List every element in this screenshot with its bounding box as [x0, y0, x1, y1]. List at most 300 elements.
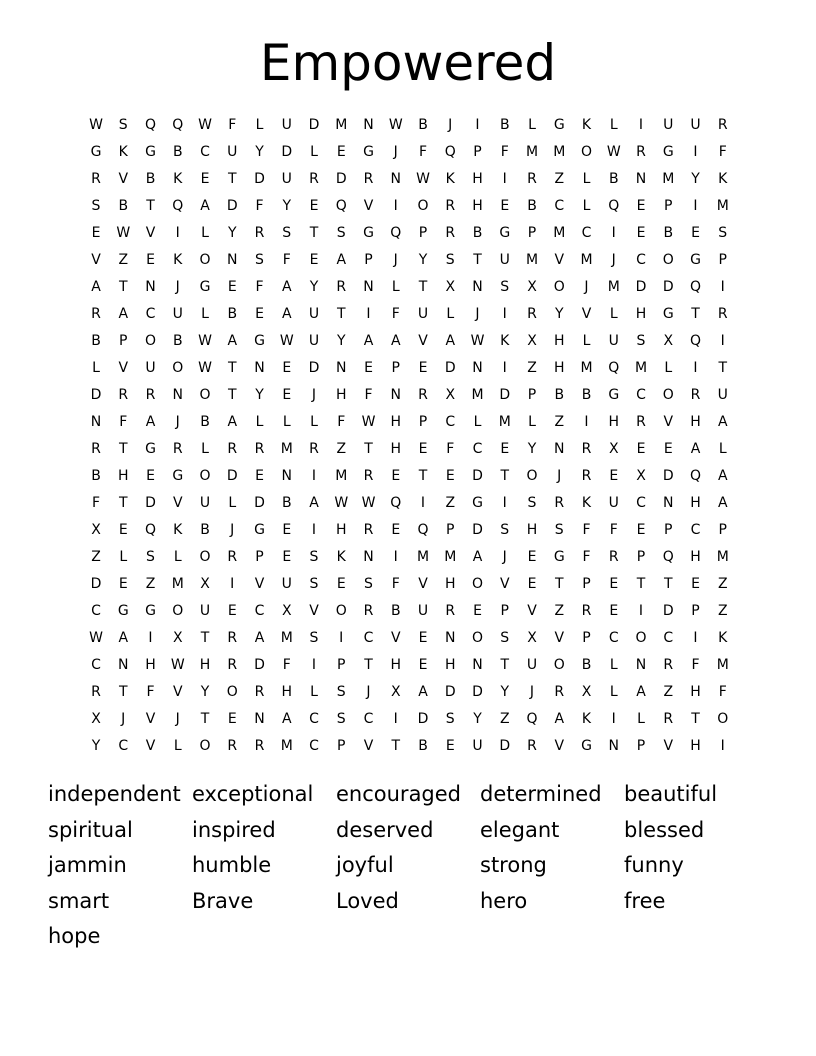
grid-letter: W [198, 360, 212, 376]
grid-letter: Q [689, 468, 702, 484]
grid-letter: B [91, 468, 101, 484]
grid-letter: K [500, 333, 510, 349]
grid-letter: F [119, 414, 128, 430]
grid-letter: O [471, 630, 484, 646]
grid-letter: B [118, 198, 129, 214]
grid-letter: Y [418, 252, 428, 268]
grid-letter: R [527, 738, 537, 754]
grid-letter: S [118, 117, 128, 133]
grid-letter: D [472, 468, 483, 484]
grid-letter: Z [499, 711, 510, 727]
grid-letter: C [663, 630, 674, 646]
grid-letter: L [637, 711, 645, 727]
grid-letter: Y [227, 225, 237, 241]
grid-letter: U [717, 387, 728, 403]
grid-letter: R [227, 441, 238, 457]
grid-letter: L [310, 684, 318, 700]
grid-letter: N [281, 468, 292, 484]
grid-letter: P [473, 144, 482, 160]
grid-letter: F [282, 252, 291, 268]
grid-letter: E [91, 225, 101, 241]
grid-letter: F [228, 117, 237, 133]
grid-letter: L [582, 171, 591, 187]
grid-letter: F [391, 306, 400, 322]
grid-letter: M [525, 144, 539, 160]
grid-letter: M [716, 549, 729, 565]
grid-letter: R [118, 387, 129, 403]
grid-letter: O [580, 144, 593, 160]
grid-letter: T [118, 684, 128, 700]
grid-letter: U [199, 495, 211, 511]
word-bank-item: spiritual [48, 817, 133, 842]
grid-letter: I [502, 306, 507, 322]
grid-letter: P [337, 738, 346, 754]
word-bank-item: Loved [336, 888, 399, 913]
grid-letter: I [693, 360, 698, 376]
word-bank-item: funny [624, 853, 684, 877]
grid-letter: K [336, 549, 346, 565]
grid-letter: Q [172, 198, 184, 214]
grid-letter: Q [689, 279, 702, 295]
grid-letter: D [335, 171, 347, 187]
grid-letter: H [690, 414, 701, 430]
grid-letter: W [470, 333, 485, 349]
grid-letter: K [581, 117, 592, 133]
grid-letter: B [172, 144, 183, 160]
grid-letter: F [146, 684, 155, 700]
grid-letter: O [199, 252, 211, 268]
grid-letter: K [445, 171, 455, 187]
grid-letter: L [173, 738, 182, 754]
grid-letter: N [363, 117, 374, 133]
grid-letter: J [502, 549, 507, 565]
grid-letter: Z [445, 495, 456, 511]
grid-letter: V [118, 360, 129, 376]
grid-letter: R [91, 684, 101, 700]
grid-letter: P [337, 657, 346, 673]
grid-letter: D [145, 495, 156, 511]
grid-letter: X [445, 387, 456, 403]
grid-letter: O [635, 630, 647, 646]
grid-letter: C [363, 630, 374, 646]
grid-letter: S [364, 576, 373, 592]
grid-letter: V [172, 684, 183, 700]
grid-letter: I [230, 576, 235, 592]
grid-letter: P [255, 549, 264, 565]
grid-letter: T [663, 576, 673, 592]
grid-letter: W [170, 657, 185, 673]
grid-letter: G [363, 144, 374, 160]
grid-letter: C [445, 414, 456, 430]
grid-letter: C [309, 711, 319, 727]
grid-letter: I [720, 279, 725, 295]
grid-letter: T [200, 630, 210, 646]
grid-letter: N [390, 171, 401, 187]
grid-letter: R [91, 171, 101, 187]
grid-letter: P [636, 549, 646, 565]
grid-letter: Y [691, 171, 700, 187]
grid-letter: Q [390, 225, 402, 241]
grid-letter: A [118, 630, 129, 646]
grid-letter: F [364, 387, 373, 403]
grid-letter: Q [335, 198, 347, 214]
grid-letter: X [663, 333, 674, 349]
grid-letter: U [608, 495, 619, 511]
grid-letter: U [417, 306, 429, 322]
grid-letter: V [499, 576, 510, 592]
grid-letter: A [227, 333, 238, 349]
grid-letter: J [366, 684, 371, 700]
grid-letter: G [553, 549, 565, 565]
grid-letter: T [200, 711, 210, 727]
grid-letter: E [636, 198, 646, 214]
grid-letter: C [554, 198, 565, 214]
grid-letter: K [173, 171, 183, 187]
grid-letter: G [499, 225, 511, 241]
grid-letter: L [609, 306, 618, 322]
grid-letter: A [281, 279, 292, 295]
grid-letter: T [118, 279, 128, 295]
grid-letter: R [445, 225, 456, 241]
grid-letter: O [199, 549, 211, 565]
grid-letter: V [663, 414, 674, 430]
grid-letter: I [638, 117, 644, 133]
grid-letter: X [527, 333, 537, 349]
grid-letter: J [611, 252, 616, 268]
grid-letter: J [175, 711, 180, 727]
grid-letter: O [662, 252, 674, 268]
grid-letter: M [607, 279, 620, 295]
grid-letter: M [498, 414, 511, 430]
grid-letter: I [393, 198, 398, 214]
grid-letter: S [636, 333, 646, 349]
word-bank-item: hope [48, 924, 101, 948]
grid-letter: R [608, 549, 619, 565]
grid-letter: S [309, 630, 319, 646]
grid-letter: C [254, 603, 265, 619]
grid-letter: V [554, 630, 565, 646]
grid-letter: E [527, 576, 537, 592]
grid-letter: G [145, 603, 156, 619]
grid-letter: N [145, 279, 156, 295]
word-bank-item: blessed [624, 817, 705, 842]
grid-letter: J [393, 144, 398, 160]
grid-letter: E [445, 468, 455, 484]
grid-letter: R [636, 414, 646, 430]
grid-letter: E [500, 441, 510, 457]
grid-letter: D [90, 387, 102, 403]
word-bank-item: inspired [192, 817, 276, 842]
grid-letter: I [311, 522, 317, 538]
grid-letter: A [472, 549, 483, 565]
grid-letter: P [582, 630, 591, 646]
grid-letter: R [554, 495, 565, 511]
grid-letter: U [526, 657, 538, 673]
grid-letter: S [718, 225, 728, 241]
grid-letter: O [717, 711, 729, 727]
grid-letter: T [554, 576, 564, 592]
grid-letter: E [364, 360, 373, 376]
grid-letter: R [690, 387, 701, 403]
grid-letter: Y [527, 441, 537, 457]
grid-letter: E [282, 522, 292, 538]
grid-letter: E [636, 225, 646, 241]
grid-letter: A [554, 711, 565, 727]
grid-letter: F [337, 414, 346, 430]
grid-letter: B [172, 333, 183, 349]
grid-letter: V [145, 738, 156, 754]
grid-letter: C [608, 630, 619, 646]
grid-letter: F [391, 576, 400, 592]
word-bank-item: determined [480, 782, 602, 806]
grid-letter: F [418, 144, 428, 160]
puzzle-title: Empowered [259, 34, 557, 92]
grid-letter: P [446, 522, 455, 538]
grid-letter: A [200, 198, 210, 214]
grid-letter: C [309, 738, 319, 754]
grid-letter: M [553, 225, 566, 241]
grid-letter: J [175, 414, 180, 430]
grid-letter: R [581, 468, 592, 484]
grid-letter: Z [717, 576, 728, 592]
grid-letter: P [664, 522, 673, 538]
grid-letter: H [390, 657, 402, 673]
grid-letter: R [145, 387, 156, 403]
grid-letter: E [418, 630, 428, 646]
grid-letter: O [662, 387, 674, 403]
grid-letter: R [363, 171, 374, 187]
grid-letter: D [254, 657, 265, 673]
grid-letter: N [390, 387, 401, 403]
grid-letter: G [608, 387, 620, 403]
grid-letter: F [609, 522, 618, 538]
grid-letter: L [310, 414, 318, 430]
grid-letter: T [718, 360, 728, 376]
grid-letter: N [608, 738, 619, 754]
grid-letter: X [581, 684, 592, 700]
grid-letter: J [475, 306, 480, 322]
grid-letter: V [309, 603, 319, 619]
grid-letter: X [200, 576, 210, 592]
grid-letter: A [717, 495, 728, 511]
grid-letter: B [281, 495, 292, 511]
grid-letter: D [308, 360, 320, 376]
grid-letter: N [118, 657, 129, 673]
grid-letter: I [720, 333, 725, 349]
grid-letter: Y [554, 306, 564, 322]
grid-letter: L [528, 414, 536, 430]
grid-letter: L [201, 441, 209, 457]
grid-letter: Q [444, 144, 456, 160]
grid-letter: L [173, 549, 182, 565]
grid-letter: Y [473, 711, 482, 727]
grid-letter: U [690, 117, 701, 133]
grid-letter: N [336, 360, 347, 376]
grid-letter: U [172, 306, 183, 322]
grid-letter: L [310, 144, 318, 160]
grid-letter: L [391, 279, 400, 295]
grid-letter: X [445, 279, 456, 295]
grid-letter: V [363, 738, 374, 754]
grid-letter: K [581, 711, 592, 727]
grid-letter: U [308, 333, 320, 349]
grid-letter: V [145, 225, 156, 241]
grid-letter: C [91, 603, 101, 619]
grid-letter: E [118, 522, 128, 538]
grid-letter: X [527, 279, 537, 295]
grid-letter: C [363, 711, 374, 727]
grid-letter: R [91, 441, 101, 457]
grid-letter: E [255, 306, 264, 322]
grid-letter: U [227, 144, 238, 160]
grid-letter: O [199, 738, 211, 754]
grid-letter: O [172, 360, 184, 376]
grid-letter: L [664, 360, 673, 376]
grid-letter: H [553, 333, 565, 349]
grid-letter: X [91, 522, 101, 538]
grid-letter: Y [500, 684, 510, 700]
grid-letter: P [527, 387, 537, 403]
grid-letter: E [282, 387, 292, 403]
grid-letter: H [444, 657, 456, 673]
grid-letter: D [254, 171, 265, 187]
grid-letter: W [116, 225, 131, 241]
grid-letter: N [472, 279, 483, 295]
grid-letter: I [393, 711, 398, 727]
grid-letter: E [227, 711, 237, 727]
grid-letter: S [309, 549, 319, 565]
grid-letter: V [254, 576, 265, 592]
grid-letter: R [363, 603, 374, 619]
grid-letter: Y [200, 684, 210, 700]
grid-letter: E [691, 576, 700, 592]
grid-letter: D [472, 522, 483, 538]
grid-letter: F [582, 549, 591, 565]
grid-letter: I [584, 414, 589, 430]
grid-letter: L [446, 306, 455, 322]
word-bank-item: strong [480, 853, 547, 877]
grid-letter: S [309, 576, 319, 592]
grid-letter: Q [144, 522, 157, 538]
grid-letter: G [199, 279, 211, 295]
grid-letter: N [635, 171, 647, 187]
grid-letter: E [336, 576, 346, 592]
grid-letter: T [391, 738, 401, 754]
grid-letter: R [227, 549, 238, 565]
grid-letter: A [254, 630, 265, 646]
grid-letter: R [663, 711, 674, 727]
grid-letter: V [118, 171, 129, 187]
grid-letter: P [636, 738, 646, 754]
grid-letter: I [148, 630, 153, 646]
grid-letter: Q [526, 711, 538, 727]
grid-letter: H [690, 684, 701, 700]
grid-letter: B [227, 306, 238, 322]
grid-letter: R [636, 144, 646, 160]
grid-letter: A [445, 333, 456, 349]
grid-letter: U [281, 117, 292, 133]
grid-letter: E [636, 441, 646, 457]
grid-letter: A [636, 684, 646, 700]
word-bank-item: encouraged [336, 782, 462, 806]
grid-letter: G [690, 252, 701, 268]
grid-letter: J [393, 252, 398, 268]
grid-letter: M [716, 657, 729, 673]
word-bank-item: humble [192, 853, 272, 877]
grid-letter: R [363, 468, 374, 484]
grid-letter: X [172, 630, 183, 646]
grid-letter: P [364, 252, 373, 268]
grid-letter: R [172, 441, 183, 457]
grid-letter: R [554, 684, 565, 700]
grid-letter: G [117, 603, 129, 619]
grid-letter: L [282, 414, 291, 430]
grid-letter: M [634, 360, 648, 376]
grid-letter: I [693, 630, 698, 646]
grid-letter: V [418, 576, 428, 592]
grid-letter: A [390, 333, 401, 349]
grid-letter: I [475, 117, 480, 133]
grid-letter: D [444, 360, 456, 376]
grid-letter: T [227, 387, 237, 403]
grid-letter: M [280, 630, 293, 646]
grid-letter: A [336, 252, 347, 268]
grid-letter: G [662, 144, 674, 160]
grid-letter: R [581, 603, 592, 619]
grid-letter: V [145, 711, 156, 727]
grid-letter: J [121, 711, 126, 727]
grid-letter: S [500, 630, 510, 646]
grid-letter: Z [91, 549, 101, 565]
grid-letter: E [663, 441, 673, 457]
grid-letter: P [664, 198, 673, 214]
grid-letter: D [254, 495, 265, 511]
grid-letter: N [227, 252, 238, 268]
grid-letter: V [390, 630, 401, 646]
grid-letter: V [581, 306, 592, 322]
grid-letter: Z [554, 171, 565, 187]
grid-letter: N [635, 657, 647, 673]
grid-letter: X [636, 468, 646, 484]
grid-letter: P [500, 603, 509, 619]
grid-letter: D [308, 117, 320, 133]
grid-letter: L [582, 333, 591, 349]
grid-letter: T [336, 306, 346, 322]
grid-letter: B [663, 225, 674, 241]
grid-letter: K [718, 630, 728, 646]
grid-letter: D [662, 468, 674, 484]
grid-letter: N [90, 414, 102, 430]
grid-letter: T [418, 279, 428, 295]
grid-letter: L [582, 198, 591, 214]
grid-letter: V [91, 252, 101, 268]
grid-letter: Z [554, 603, 565, 619]
grid-letter: W [89, 630, 103, 646]
grid-letter: H [335, 522, 347, 538]
grid-letter: R [309, 441, 319, 457]
grid-letter: W [198, 333, 212, 349]
grid-letter: H [690, 549, 701, 565]
grid-letter: U [663, 117, 674, 133]
grid-letter: F [691, 657, 700, 673]
grid-letter: D [226, 468, 238, 484]
grid-letter: M [580, 252, 593, 268]
grid-letter: B [527, 198, 537, 214]
word-bank-item: exceptional [192, 782, 314, 806]
grid-letter: L [473, 414, 482, 430]
grid-letter: Z [663, 684, 674, 700]
grid-letter: O [471, 576, 484, 592]
